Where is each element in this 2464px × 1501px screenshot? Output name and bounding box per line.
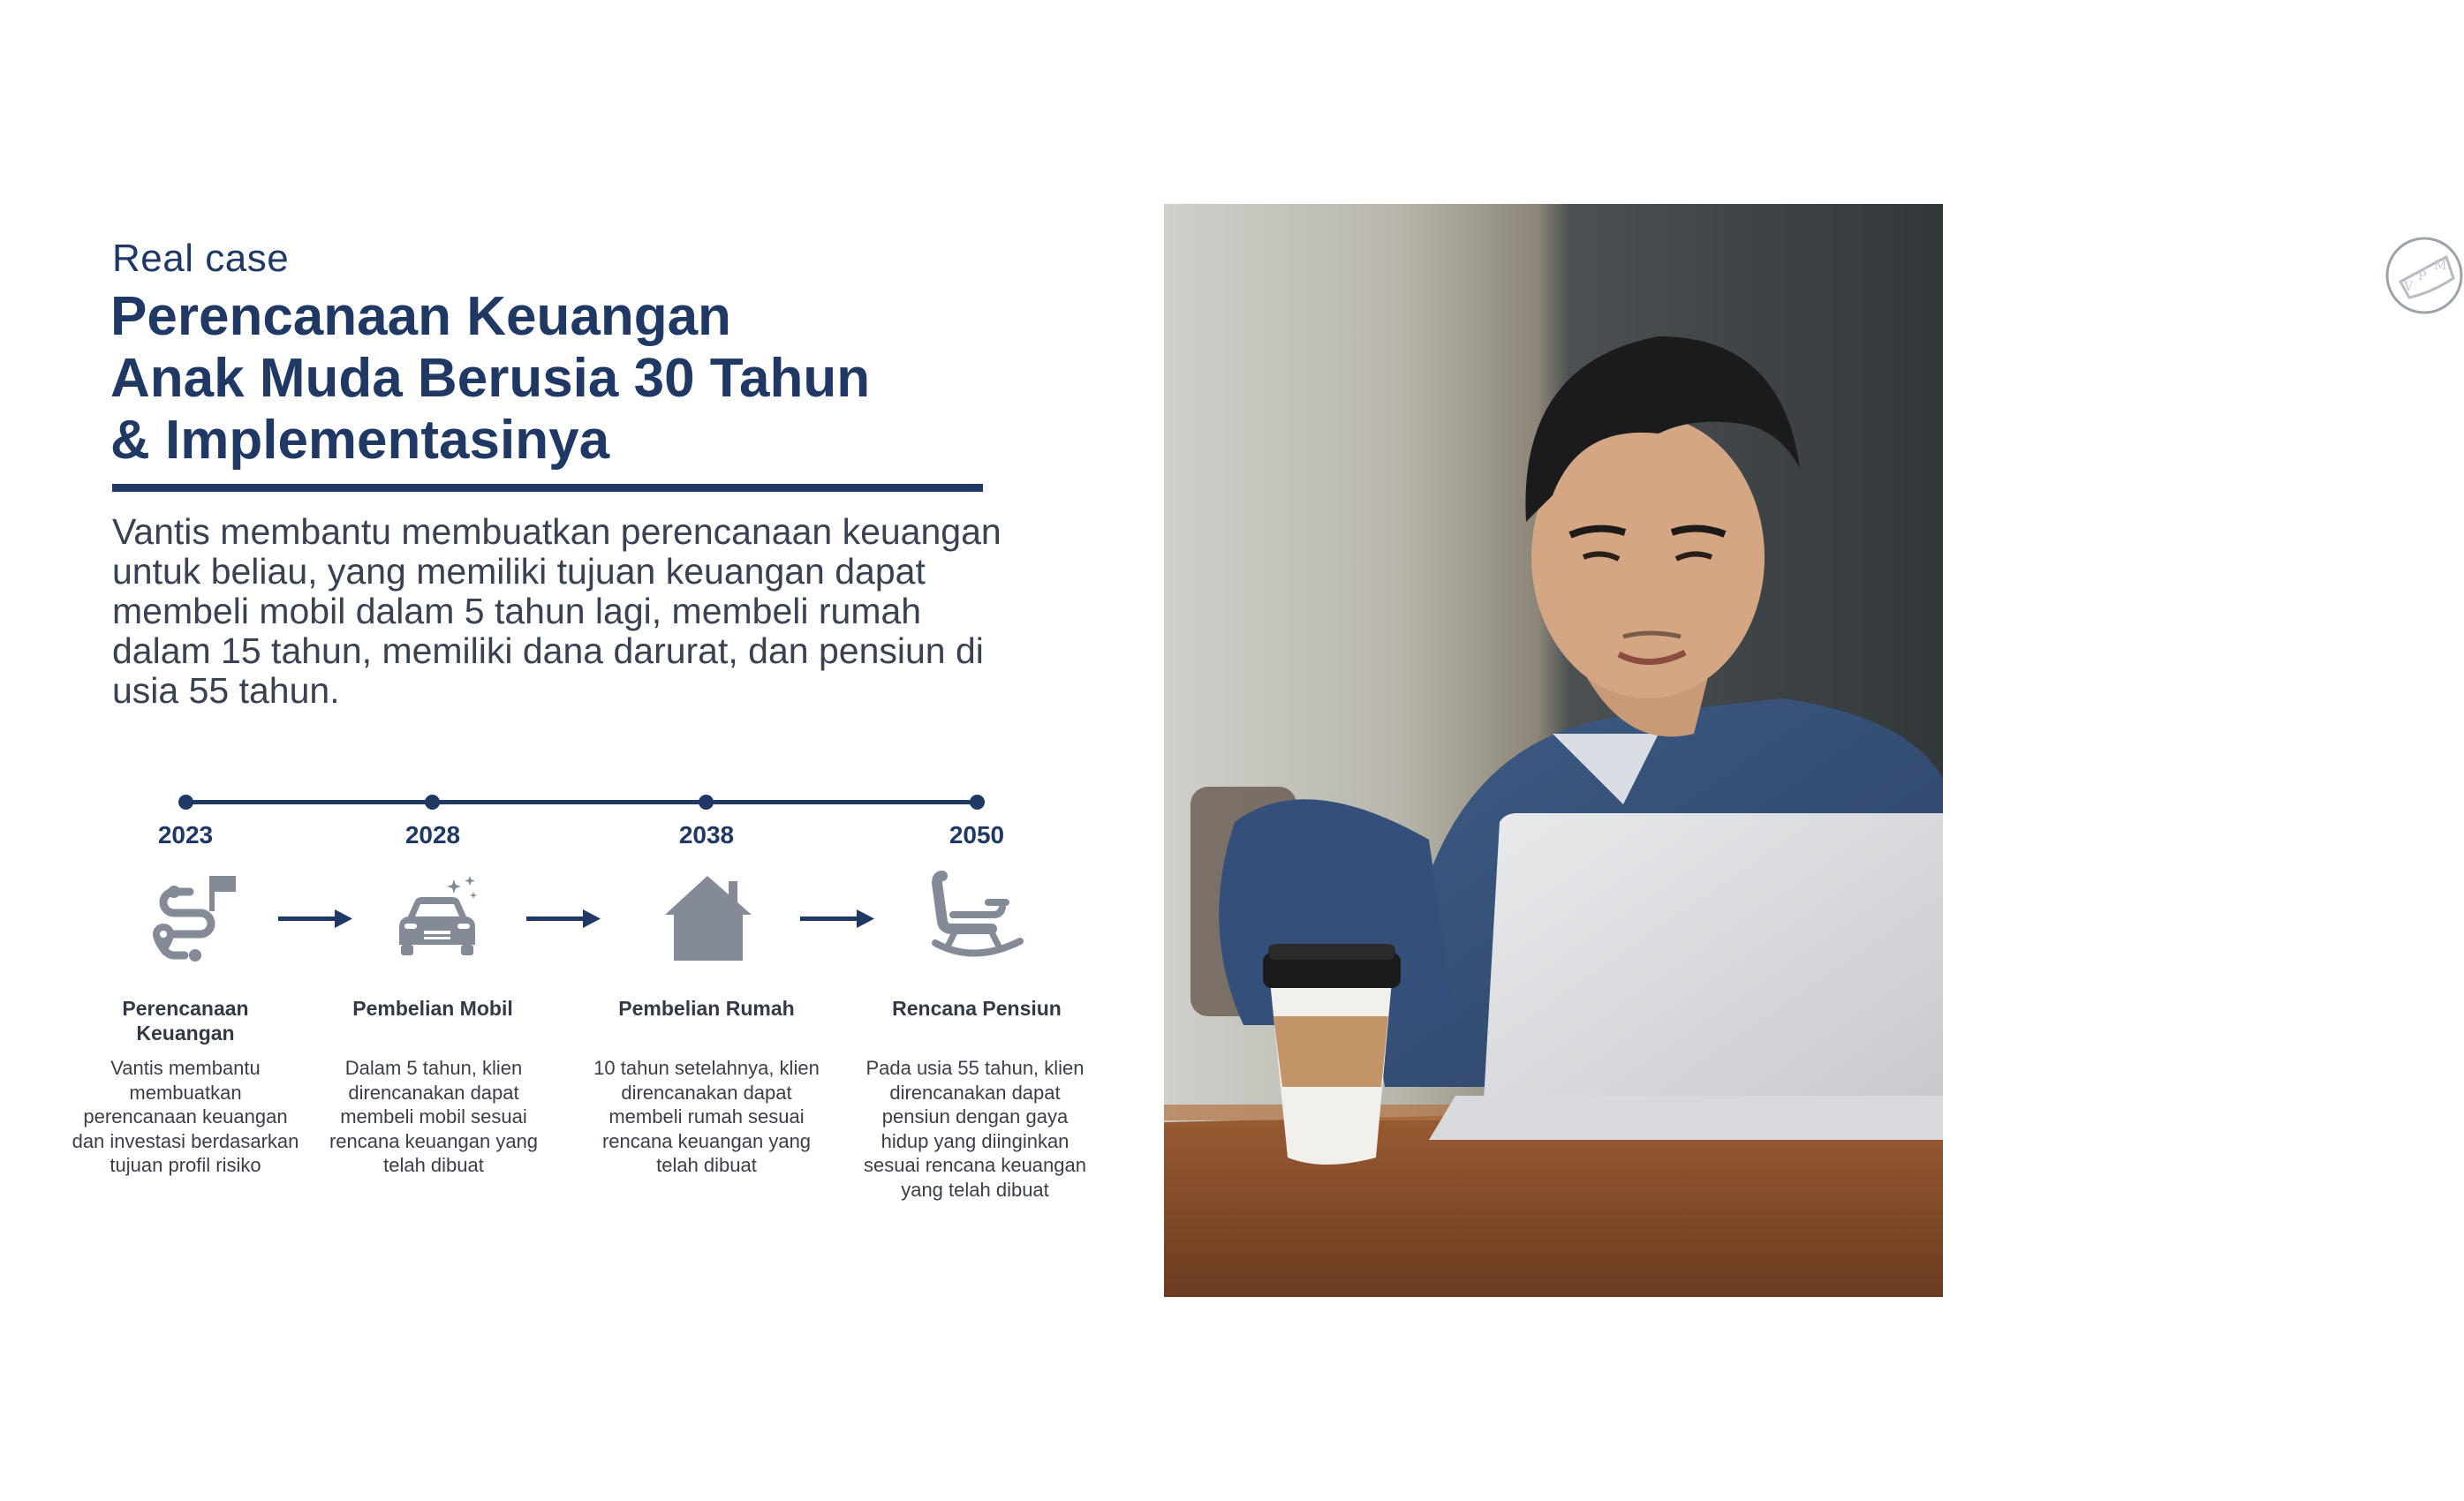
step-title-1-line-1: Perencanaan: [122, 997, 249, 1020]
timeline-year-2: 2028: [404, 821, 461, 849]
step-title-1-line-2: Keuangan: [136, 1022, 235, 1045]
section-kicker: Real case: [112, 237, 290, 280]
step-desc-2: Dalam 5 tahun, klien direncanakan dapat membeli mobil sesuai rencana keuangan yang telah dibuat: [329, 1057, 539, 1176]
title-line-3: & Implementasinya: [110, 410, 610, 471]
svg-text:P: P: [2418, 269, 2427, 283]
svg-text:M: M: [2434, 259, 2447, 273]
house-icon: [655, 872, 761, 969]
title-divider: [112, 484, 983, 492]
timeline-dot-4: [970, 795, 985, 810]
timeline-dot-1: [178, 795, 193, 810]
step-title-4: Rencana Pensiun: [892, 997, 1062, 1020]
timeline-dot-2: [425, 795, 440, 810]
timeline-year-4: 2050: [949, 821, 1005, 849]
timeline-year-3: 2038: [678, 821, 735, 849]
rocking-chair-icon: [926, 872, 1032, 969]
step-desc-3: 10 tahun setelahnya, klien direncanakan dapat membeli rumah sesuai rencana keuangan yang telah dibuat: [593, 1057, 820, 1176]
arrow-right-icon: [278, 908, 352, 929]
step-desc-4: Pada usia 55 tahun, klien direncanakan dapat pensiun dengan gaya hidup yang diinginkan sesuai rencana keuangan yang telah dibuat: [864, 1057, 1086, 1201]
content-panel: [0, 0, 1148, 1501]
timeline-year-1: 2023: [157, 821, 214, 849]
step-title-3: Pembelian Rumah: [618, 997, 795, 1020]
arrow-right-icon: [800, 908, 874, 929]
man-with-laptop-illustration: [1164, 204, 1943, 1297]
car-icon: [384, 872, 490, 969]
step-title-1: [71, 996, 300, 1045]
arrow-right-icon: [526, 908, 601, 929]
title-line-1: Perencanaan Keuangan: [110, 286, 731, 347]
page-title: [110, 286, 1011, 471]
svg-text:V: V: [2404, 280, 2414, 294]
timeline-dot-3: [699, 795, 714, 810]
lead-paragraph: Vantis membantu membuatkan perencanaan keuangan untuk beliau, yang memiliki tujuan keuangan dapat membeli mobil dalam 5 tahun lagi, membeli rumah dalam 15 tahun, memiliki dana darurat, dan pensiun di usia 55 tahun.: [112, 511, 1001, 711]
title-line-2: Anak Muda Berusia 30 Tahun: [110, 348, 871, 409]
hero-photo: [1164, 204, 2447, 1297]
timeline-line: [185, 800, 977, 804]
step-title-2: Pembelian Mobil: [352, 997, 513, 1020]
route-planning-icon: [134, 872, 240, 969]
step-desc-1: Vantis membantu membuatkan perencanaan keuangan dan investasi berdasarkan tujuan profil risiko: [72, 1057, 299, 1176]
vpm-logo: [2385, 236, 2464, 315]
